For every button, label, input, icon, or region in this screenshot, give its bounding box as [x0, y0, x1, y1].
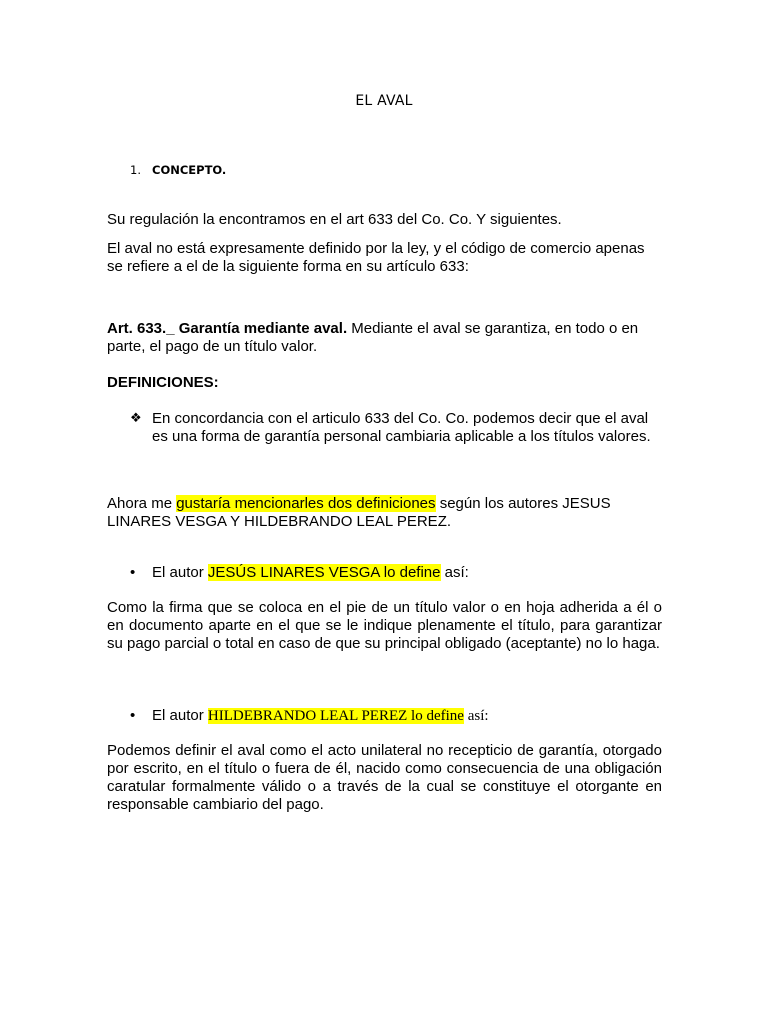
section-number: 1.	[130, 163, 141, 177]
paragraph-authors-after: según los autores JESUS LINARES VESGA Y HILDEBRANDO LEAL PEREZ.	[107, 495, 611, 530]
paragraph-linares-definition: Como la firma que se coloca en el pie de un título valor o en hoja adherida a él o en documento aparte en el que se le indique plenamente el título, para garantizar su pago parcial o total en caso de que su principal obligado (aceptante) no lo haga.	[107, 599, 662, 652]
bullet-dot-icon: •	[130, 564, 136, 581]
bullet-leal-before: El autor	[152, 707, 208, 724]
diamond-bullet-icon: ❖	[130, 411, 142, 426]
paragraph-authors	[107, 495, 662, 531]
highlight-definitions: gustaría mencionarles dos definiciones	[176, 495, 436, 512]
document-title: EL AVAL	[355, 93, 413, 109]
highlight-linares: JESÚS LINARES VESGA lo define	[207, 564, 441, 581]
diamond-bullet-text: En concordancia con el articulo 633 del Co. Co. podemos decir que el aval es una forma de garantía personal cambiaria aplicable a los títulos valores.	[152, 410, 651, 445]
paragraph-leal-definition: Podemos definir el aval como el acto unilateral no recepticio de garantía, otorgado por escrito, en el título o fuera de él, nacido como consecuencia de una obligación caratular formalmente válido o a través de la cual se constituye el otorgante en responsable cambiario del pago.	[107, 742, 662, 813]
article-633-title: Art. 633._ Garantía mediante aval.	[107, 320, 348, 337]
bullet-item-leal	[130, 707, 665, 725]
bullet-linares-after: así:	[440, 564, 469, 581]
article-633-paragraph	[107, 320, 662, 356]
bullet-leal-text	[152, 707, 665, 725]
section-heading	[130, 163, 226, 177]
bullet-linares-before: El autor	[152, 564, 208, 581]
paragraph-definition-intro: El aval no está expresamente definido por la ley, y el código de comercio apenas se refiere a el de la siguiente forma en su artículo 633:	[107, 240, 645, 275]
article-633-text: Mediante el aval se garantiza, en todo o en parte, el pago de un título valor.	[107, 320, 639, 355]
bullet-item-linares	[130, 564, 665, 582]
paragraph-regulation: Su regulación la encontramos en el art 633 del Co. Co. Y siguientes.	[107, 211, 562, 228]
paragraph-authors-before: Ahora me	[107, 495, 177, 512]
section-label: CONCEPTO.	[152, 163, 227, 177]
bullet-leal-after: así:	[463, 708, 489, 724]
bullet-dot-icon: •	[130, 707, 136, 724]
bullet-linares-text	[152, 564, 665, 582]
diamond-bullet-item	[130, 410, 665, 446]
definiciones-heading: DEFINICIONES:	[107, 374, 219, 391]
highlight-leal: HILDEBRANDO LEAL PEREZ lo define	[207, 708, 464, 724]
